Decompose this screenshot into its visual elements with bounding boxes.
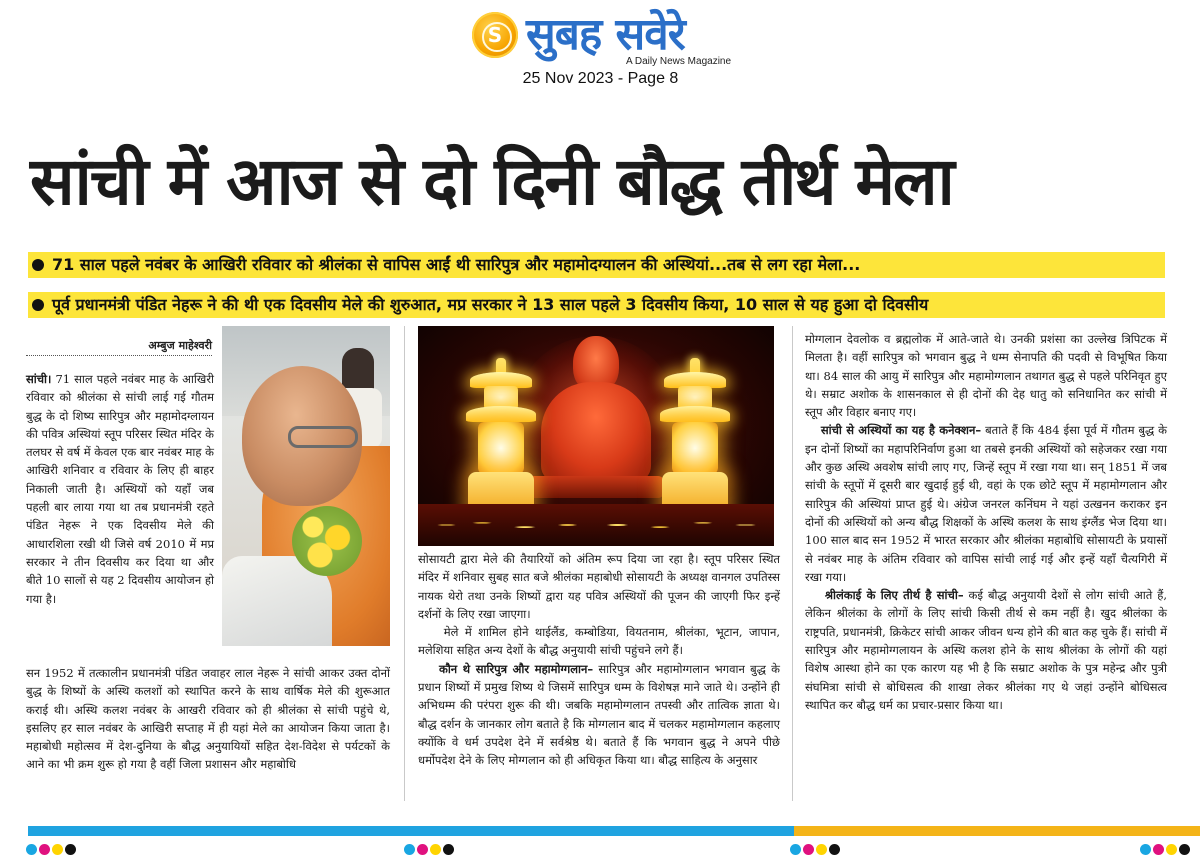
article-paragraph xyxy=(805,586,1167,714)
bullet-dot-icon xyxy=(32,259,44,271)
paragraph-text: मेले में शामिल होने थाईलैंड, कम्बोडिया, वियतनाम, श्रीलंका, भूटान, जापान, मलेशिया सहित अन्य देशों के बौद्ध अनुयायी सांची पहुंचने लगे हैं। xyxy=(418,625,781,658)
article-paragraph xyxy=(418,660,780,770)
article-paragraph xyxy=(26,370,214,608)
paragraph-text: बताते हैं कि 484 ईसा पूर्व में गौतम बुद्ध के इन दोनों शिष्यों का महापरिनिर्वाण हुआ था तबसे इनकी अस्थियों को सहेजकर रखा गया और कुछ अस्थि अवशेष सांची लाए गए, जिन्हें स्तूप में रखा गया था। सन् 1851 में जब सांची के स्तूपों में दूसरी बार खुदाई हुई थी, वहां के एक छोटे स्तूप में महामोग्गलान और सारिपुत्र की अस्थियां प्राप्त हुई थे। अंग्रेज जनरल कनिंघम ने यहां उत्खनन कराकर इन दोनों की अस्थियों को अन्य बौद्ध शिक्षकों के अस्थि कलश के साथ इंग्लैंड भेज दिया था। 100 साल बाद सन 1952 में भारत सरकार और श्रीलंका महाबोधि सोसायटी के प्रयासों से नवंबर माह के अंतिम रविवार को वापिस सांची लाई गई और इन्हें यहाँ चैत्यगिरी में रखा गया। xyxy=(805,423,1167,584)
registration-marks xyxy=(404,840,456,852)
buddha-statue-photo xyxy=(418,326,774,546)
paragraph-text: 71 साल पहले नवंबर माह के आखिरी रविवार को श्रीलंका से सांची लाई गई गौतम बुद्ध के दो शिष्य सारिपुत्र और महामोदग्लायन की पवित्र अस्थियां स्तूप परिसर स्थित मंदिर के तलघर से वर्ष में केवल एक बार नवंबर माह के आखिरी शनिवार व रविवार के लिए ही बाहर निकाली जाती है। अस्थियों को यहाँ जब पहली बार लाया गया था तब प्रधानमंत्री रहते पंडित नेहरू ने एक दिवसीय मेले की आधारशिला रखी थी जिसे वर्ष 2010 में मप्र सरकार ने तीन दिवसीय कर दिया था और बीते 10 सालों से यह 2 दिवसीय आयोजन हो गया है। xyxy=(26,372,214,606)
publication-tagline: A Daily News Magazine xyxy=(626,56,732,67)
paragraph-text: कई बौद्ध अनुयायी देशों से लोग सांची आते हैं, लेकिन श्रीलंका के लोगों के लिए सांची किसी तीर्थ से कम नहीं है। खुद श्रीलंका के राष्ट्रपति, प्रधानमंत्री, क्रिकेटर सांची आकर जीवन धन्य होने की बात कह चुके हैं। सांची में सारिपुत्र और महामोग्गलायन के अस्थि कलश होने के साथ श्रीलंका के लोगों की यहां विशेष आस्था होने का एक कारण यह भी है कि सम्राट अशोक के पुत्र महेन्द्र और पुत्री संघमित्रा सांची से बोधिसत्व की शाखा लेकर श्रीलंका गए थे जहां उन्होंने बोधिसत्व स्थापित कर बौद्ध धर्म का प्रचार-प्रसार किया था। xyxy=(805,588,1167,712)
highlight-bullet xyxy=(28,292,1165,318)
article-paragraph: मोग्गलान देवलोक व ब्रह्मलोक में आते-जाते थे। उनकी प्रशंसा का उल्लेख त्रिपिटक में मिलता है। वहीं सारिपुत्र को भगवान बुद्ध ने धम्म सेनापति की पदवी से विभूषित किया था। 84 साल की आयु में सारिपुत्र और महामोग्गलान तथागत बुद्ध से पहले परिनिवृत हुए थे। सम्राट अशोक के शासनकाल से ही दोनों की देह धातु को सनिधानित कर सांची में स्तूप और विहार बनाए गए। xyxy=(805,332,1167,420)
highlight-text: 71 साल पहले नवंबर के आखिरी रविवार को श्रीलंका से वापिस आईं थी सारिपुत्र और महामोदग्यालन की अस्थियां...तब से लग रहा मेला... xyxy=(52,255,861,274)
article-paragraph: सन 1952 में तत्कालीन प्रधानमंत्री पंडित जवाहर लाल नेहरू ने सांची आकर उक्त दोनों बुद्ध के शिष्यों के अस्थि कलशों को स्थापित करने के साथ वार्षिक मेले की शुरूआत कराई थी। अस्थि कलश नवंबर के आखरी रविवार को ही श्रीलंका से सांची पहुंचे थे, इसलिए हर साल नवंबर के आखिरी सप्ताह में ही यहां मेले का आयोजन किया जाता है। महाबोधी महोत्सव में देश-दुनिया के बौद्ध अनुयायियों सहित देश-विदेश से पर्यटकों के आने का भी क्रम शुरू हो गया है वहीं जिला प्रशासन और महाबोधि xyxy=(26,666,390,772)
article-column-3 xyxy=(805,330,1167,714)
article-column-2 xyxy=(418,550,780,770)
registration-marks xyxy=(26,840,78,852)
headline: सांची में आज से दो दिनी बौद्ध तीर्थ मेला xyxy=(30,143,953,220)
publication-title: सुबह सवेरे xyxy=(526,9,685,60)
highlight-text: पूर्व प्रधानमंत्री पंडित नेहरू ने की थी एक दिवसीय मेले की शुरुआत, मप्र सरकार ने 13 साल पहले 3 दिवसीय किया, 10 साल से यह हुआ दो दिवसीय xyxy=(52,295,929,314)
subheading: श्रीलंकाई के लिए तीर्थ है सांची– xyxy=(824,588,964,603)
article-paragraph xyxy=(805,421,1167,586)
footer-color-bar xyxy=(28,826,1200,836)
logo-glyph: S xyxy=(487,23,503,47)
column-divider xyxy=(792,326,793,801)
bullet-dot-icon xyxy=(32,299,44,311)
byline: अम्बुज माहेश्वरी xyxy=(26,338,212,356)
masthead xyxy=(470,6,740,68)
article-column-1-bottom xyxy=(26,664,390,774)
highlight-bullet xyxy=(28,252,1165,278)
page-dateline: 25 Nov 2023 - Page 8 xyxy=(522,70,679,87)
monk-photo xyxy=(222,326,390,646)
registration-marks xyxy=(1140,840,1192,852)
paragraph-text: सारिपुत्र और महामोग्गलान भगवान बुद्ध के प्रधान शिष्यों में प्रमुख शिष्य थे जिसमें सारिपुत्र धम्म के विशेषज्ञ माने जाते थे। उन्होंने ही अभिधम्म की परंपरा शुरू की थी। जबकि महामोग्गलान तपस्वी और तात्विक ज्ञाता थे। बौद्ध दर्शन के जानकार लोग बताते है कि मोग्गलान बाद में चलकर महामोग्गलान कहलाए क्योंकि वे धर्म उपदेश देने में सर्वश्रेष्ठ थे। बताते हैं कि भगवान बुद्ध ने अपने पीछे धर्मोपदेश देने के लिए मोग्गलान को ही अधिकृत किया था। बौद्ध साहित्य के अनुसार xyxy=(418,661,780,768)
subheading: सांची से अस्थियों का यह है कनेक्शन– xyxy=(820,423,982,438)
relic-stupa-left xyxy=(464,362,538,522)
registration-marks xyxy=(790,840,842,852)
sun-logo-icon xyxy=(472,12,518,58)
place-dateline: सांची। xyxy=(26,372,52,386)
article-column-1-top xyxy=(26,370,214,608)
article-paragraph: सोसायटी द्वारा मेले की तैयारियों को अंतिम रूप दिया जा रहा है। स्तूप परिसर स्थित मंदिर में शनिवार सुबह सात बजे श्रीलंका महाबोधी सोसायटी के अध्यक्ष वानगल उपतिस्स नायक थेरो तथा उनके शिष्यों द्वारा यह पवित्र अस्थियों की पूजन की जाएगी फिर इन्हें दर्शनों के लिए रखा जाएगा। xyxy=(418,552,780,621)
subheading: कौन थे सारिपुत्र और महामोग्गलान– xyxy=(439,661,594,676)
relic-stupa-right xyxy=(658,362,732,522)
column-divider xyxy=(404,326,405,801)
article-paragraph xyxy=(418,623,780,660)
